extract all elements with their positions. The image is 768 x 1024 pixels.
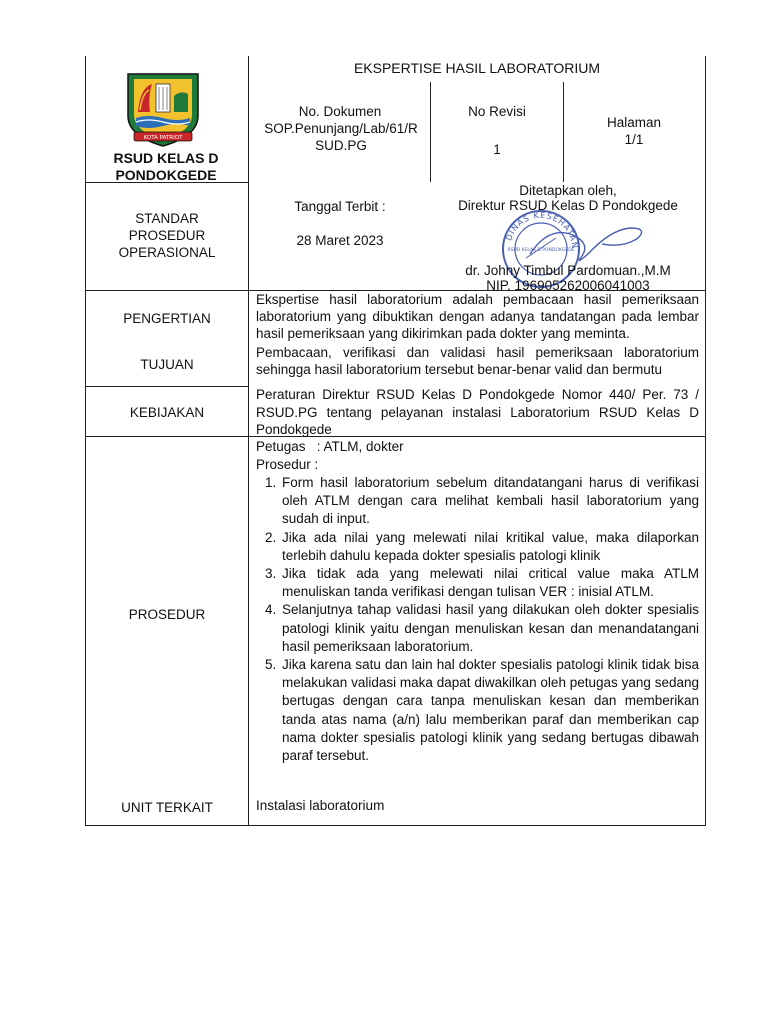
procedure-step: 5. Jika karena satu dan lain hal dokter spesialis patologi klinik tidak bisa melakukan validasi maka dapat diwakilkan oleh petugas yang sedang bertugas dengan cara tanpa menuliskan kesan dan memberikan tanda atas nama (a/n) lalu memberikan paraf dan memberikan cap nama dokter spesialis patologi klinik yang sedang bertugas dibawah paraf tersebut.	[280, 656, 699, 765]
stamp-text: DINAS KESEHATAN	[504, 210, 580, 250]
pengertian-text: Ekspertise hasil laboratorium adalah pembacaan hasil pemeriksaan laboratorium yang dibuktikan dengan adanya tandatangan pada lembar hasil pemeriksaan yang dikirimkan pada dokter yang meminta.	[256, 292, 699, 341]
kebijakan-text: Peraturan Direktur RSUD Kelas D Pondokgede Nomor 440/ Per. 73 / RSUD.PG tentang pelayanan instalasi Laboratorium RSUD Kelas D Pondokgede	[256, 387, 699, 437]
signer-nip: NIP. 196905262006041003	[486, 278, 650, 293]
doc-number-value: SOP.Penunjang/Lab/61/RSUD.PG	[264, 121, 418, 153]
doc-number-label: No. Dokumen	[298, 104, 382, 119]
unit-text: Instalasi laboratorium	[256, 798, 385, 813]
signer-name: dr. Johny Timbul Pardomuan.,M.M	[465, 263, 671, 278]
petugas-line: Petugas : ATLM, dokter	[256, 439, 404, 454]
kebijakan-label: KEBIJAKAN	[129, 405, 205, 420]
revision-value: 1	[493, 142, 501, 157]
hospital-logo	[118, 70, 208, 150]
document-title: EKSPERTISE HASIL LABORATORIUM	[353, 60, 601, 76]
issue-date-value: 28 Maret 2023	[296, 233, 384, 248]
tujuan-text: Pembacaan, verifikasi dan validasi hasil pemeriksaan laboratorium sehingga hasil laboratorium tersebut benar-benar valid dan bermutu	[256, 345, 699, 377]
hospital-name: RSUD KELAS D PONDOKGEDE	[113, 150, 219, 183]
page-value: 1/1	[624, 132, 644, 147]
procedure-step: 2. Jika ada nilai yang melewati nilai kritikal value, maka dilaporkan terlebih dahulu kepada dokter spesialis patologi klinik	[280, 529, 699, 565]
procedure-step: 3. Jika tidak ada yang melewati nilai critical value maka ATLM menuliskan tanda verifikasi dengan tulisan VER : inisial ATLM.	[280, 565, 699, 601]
revision-label: No Revisi	[468, 104, 526, 119]
prosedur-heading: Prosedur :	[256, 457, 319, 472]
approved-by-line2: Direktur RSUD Kelas D Pondokgede	[458, 198, 678, 213]
procedure-step: 4. Selanjutnya tahap validasi hasil yang dilakukan oleh dokter spesialis patologi klinik yaitu dengan menuliskan kesan dan menandatangani hasil pemeriksaan laboratorium.	[280, 601, 699, 656]
procedure-steps	[258, 474, 699, 765]
unit-label: UNIT TERKAIT	[121, 800, 213, 815]
logo-banner-text: KOTA PATRIOT	[143, 135, 183, 141]
procedure-step: 1. Form hasil laboratorium sebelum ditandatangani harus di verifikasi oleh ATLM dengan cara melihat kembali hasil laboratorium yang sudah di input.	[280, 474, 699, 529]
approved-by-line1: Ditetapkan oleh,	[519, 183, 617, 198]
issue-date-label: Tanggal Terbit :	[294, 199, 386, 214]
tujuan-label: TUJUAN	[140, 357, 194, 372]
pengertian-label: PENGERTIAN	[123, 311, 211, 326]
page-label: Halaman	[606, 115, 662, 130]
stamp-inner-text: RSUD KELAS D PONDOKGEDE	[507, 248, 575, 253]
sop-label: STANDAR PROSEDUR OPERASIONAL	[118, 211, 216, 260]
prosedur-label: PROSEDUR	[128, 607, 206, 622]
